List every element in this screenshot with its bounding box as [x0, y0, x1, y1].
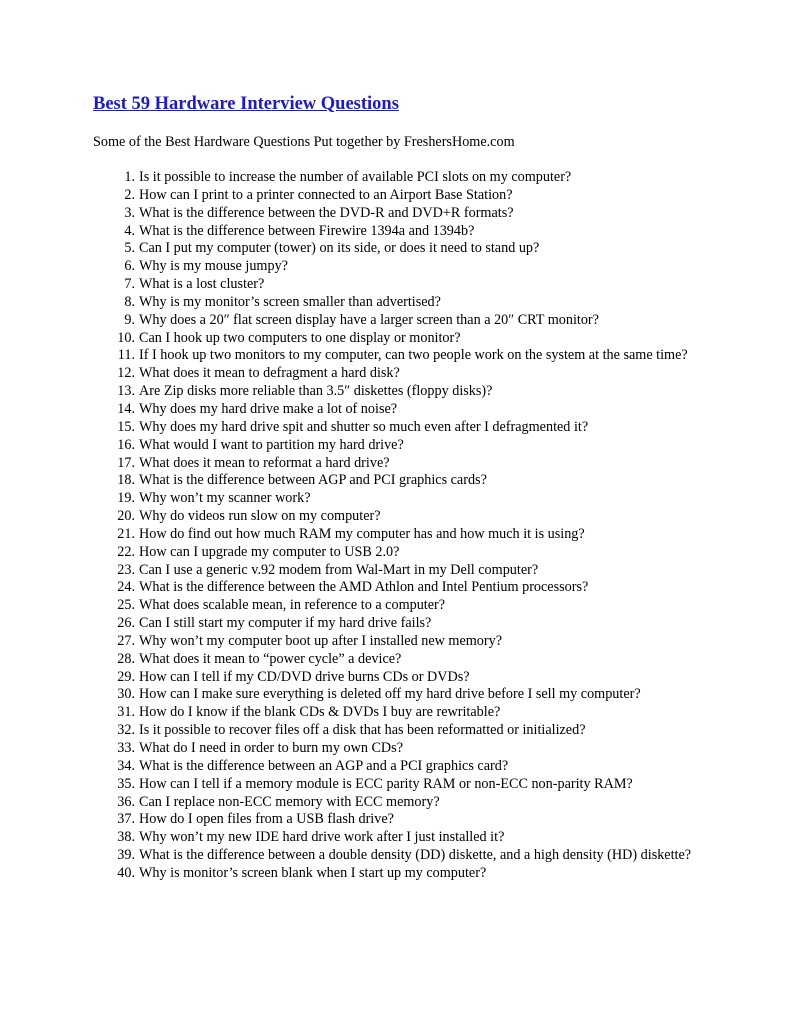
question-text: Why is my monitor’s screen smaller than advertised? — [139, 293, 441, 310]
list-item — [0, 829, 704, 847]
list-item — [0, 258, 704, 276]
question-number: 14. — [117, 400, 135, 417]
question-number: 18. — [117, 472, 135, 489]
question-text: How do I know if the blank CDs & DVDs I buy are rewritable? — [139, 704, 501, 721]
question-text: Why is my mouse jumpy? — [139, 258, 288, 275]
question-text: What does it mean to defragment a hard disk? — [139, 365, 400, 382]
question-text: Are Zip disks more reliable than 3.5″ diskettes (floppy disks)? — [139, 383, 493, 400]
question-number: 29. — [117, 668, 135, 685]
question-number: 15. — [117, 418, 135, 435]
list-item — [0, 276, 704, 294]
question-text: Can I still start my computer if my hard drive fails? — [139, 615, 432, 632]
question-number: 33. — [117, 740, 135, 756]
question-text: What would I want to partition my hard drive? — [139, 436, 404, 453]
list-item — [0, 330, 704, 348]
list-item — [0, 347, 704, 365]
question-list — [0, 169, 704, 883]
question-number: 8. — [124, 293, 135, 310]
question-number: 26. — [117, 615, 135, 632]
question-text: How do find out how much RAM my computer has and how much it is using? — [139, 525, 585, 542]
question-number: 35. — [117, 775, 135, 792]
list-item — [0, 187, 704, 205]
question-text: Why does my hard drive make a lot of noise? — [139, 400, 398, 417]
list-item — [0, 240, 704, 258]
question-text: If I hook up two monitors to my computer, can two people work on the system at the same time? — [139, 347, 688, 364]
question-number: 34. — [117, 757, 135, 774]
list-item — [0, 597, 704, 615]
list-item — [0, 544, 704, 562]
question-number: 6. — [124, 258, 135, 275]
question-text: What does it mean to “power cycle” a device? — [139, 650, 402, 667]
question-number: 1. — [124, 169, 135, 185]
question-text: Can I replace non-ECC memory with ECC memory? — [139, 793, 440, 810]
list-item — [0, 508, 704, 526]
question-number: 22. — [117, 543, 135, 560]
list-item — [0, 651, 704, 669]
list-item — [0, 169, 704, 187]
question-text: How do I open files from a USB flash drive? — [139, 811, 394, 828]
question-number: 40. — [117, 864, 135, 881]
question-text: What is the difference between AGP and PCI graphics cards? — [139, 472, 487, 489]
question-text: How can I tell if my CD/DVD drive burns CDs or DVDs? — [139, 668, 470, 685]
list-item — [0, 455, 704, 473]
list-item — [0, 669, 704, 687]
list-item — [0, 811, 704, 829]
list-item — [0, 776, 704, 794]
list-item — [0, 472, 704, 490]
question-number: 13. — [117, 383, 135, 400]
question-number: 31. — [117, 704, 135, 721]
question-text: Why won’t my new IDE hard drive work after I just installed it? — [139, 829, 505, 846]
list-item — [0, 383, 704, 401]
question-text: Why won’t my computer boot up after I installed new memory? — [139, 632, 503, 649]
list-item — [0, 294, 704, 312]
question-number: 38. — [117, 829, 135, 846]
question-text: What does it mean to reformat a hard drive? — [139, 454, 390, 471]
list-item — [0, 562, 704, 580]
question-text: Why do videos run slow on my computer? — [139, 508, 381, 525]
list-item — [0, 865, 704, 883]
question-number: 37. — [117, 811, 135, 828]
question-number: 4. — [124, 222, 135, 239]
question-number: 5. — [124, 240, 135, 257]
list-item — [0, 365, 704, 383]
question-number: 24. — [117, 579, 135, 596]
question-number: 3. — [124, 204, 135, 221]
question-number: 20. — [117, 508, 135, 525]
question-text: What is the difference between Firewire 1394a and 1394b? — [139, 222, 475, 239]
question-text: Is it possible to increase the number of available PCI slots on my computer? — [139, 169, 572, 185]
list-item — [0, 794, 704, 812]
question-text: What is the difference between a double density (DD) diskette, and a high density (HD) diskette? — [139, 847, 692, 864]
question-number: 12. — [117, 365, 135, 382]
question-number: 23. — [117, 561, 135, 578]
question-number: 28. — [117, 650, 135, 667]
question-text: Why is monitor’s screen blank when I start up my computer? — [139, 864, 487, 881]
question-text: What is the difference between the DVD-R and DVD+R formats? — [139, 204, 514, 221]
question-text: What does scalable mean, in reference to a computer? — [139, 597, 446, 614]
question-text: How can I print to a printer connected to an Airport Base Station? — [139, 186, 513, 203]
question-text: How can I make sure everything is deleted off my hard drive before I sell my computer? — [139, 686, 641, 703]
question-number: 21. — [117, 525, 135, 542]
question-number: 39. — [117, 847, 135, 864]
list-item — [0, 526, 704, 544]
list-item — [0, 401, 704, 419]
question-text: Can I hook up two computers to one display or monitor? — [139, 329, 461, 346]
list-item — [0, 758, 704, 776]
list-item — [0, 847, 704, 865]
question-number: 30. — [117, 686, 135, 703]
question-number: 19. — [117, 490, 135, 507]
question-text: How can I upgrade my computer to USB 2.0? — [139, 543, 400, 560]
list-item — [0, 223, 704, 241]
question-number: 25. — [117, 597, 135, 614]
question-text: What do I need in order to burn my own CDs? — [139, 740, 403, 756]
question-number: 36. — [117, 793, 135, 810]
question-text: Why does my hard drive spit and shutter so much even after I defragmented it? — [139, 418, 589, 435]
question-number: 10. — [117, 329, 135, 346]
question-text: Can I put my computer (tower) on its side, or does it need to stand up? — [139, 240, 540, 257]
list-item — [0, 419, 704, 437]
question-number: 9. — [124, 311, 135, 328]
list-item — [0, 740, 704, 758]
list-item — [0, 704, 704, 722]
question-text: Why does a 20″ flat screen display have a larger screen than a 20″ CRT monitor? — [139, 311, 599, 328]
intro-text: Some of the Best Hardware Questions Put together by FreshersHome.com — [93, 134, 515, 150]
question-number: 11. — [117, 347, 135, 364]
list-item — [0, 686, 704, 704]
question-text: Can I use a generic v.92 modem from Wal-Mart in my Dell computer? — [139, 561, 539, 578]
document-title[interactable]: Best 59 Hardware Interview Questions — [93, 94, 399, 114]
question-text: What is the difference between an AGP and a PCI graphics card? — [139, 757, 509, 774]
list-item — [0, 722, 704, 740]
question-number: 32. — [117, 722, 135, 739]
list-item — [0, 437, 704, 455]
question-text: Is it possible to recover files off a disk that has been reformatted or initialized? — [139, 722, 586, 739]
question-number: 7. — [124, 276, 135, 293]
question-number: 16. — [117, 436, 135, 453]
list-item — [0, 633, 704, 651]
question-text: How can I tell if a memory module is ECC parity RAM or non-ECC non-parity RAM? — [139, 775, 633, 792]
question-text: What is a lost cluster? — [139, 276, 265, 293]
question-number: 17. — [117, 454, 135, 471]
list-item — [0, 579, 704, 597]
list-item — [0, 312, 704, 330]
list-item — [0, 615, 704, 633]
list-item — [0, 205, 704, 223]
question-number: 2. — [124, 186, 135, 203]
list-item — [0, 490, 704, 508]
question-text: Why won’t my scanner work? — [139, 490, 311, 507]
question-number: 27. — [117, 632, 135, 649]
question-text: What is the difference between the AMD Athlon and Intel Pentium processors? — [139, 579, 589, 596]
